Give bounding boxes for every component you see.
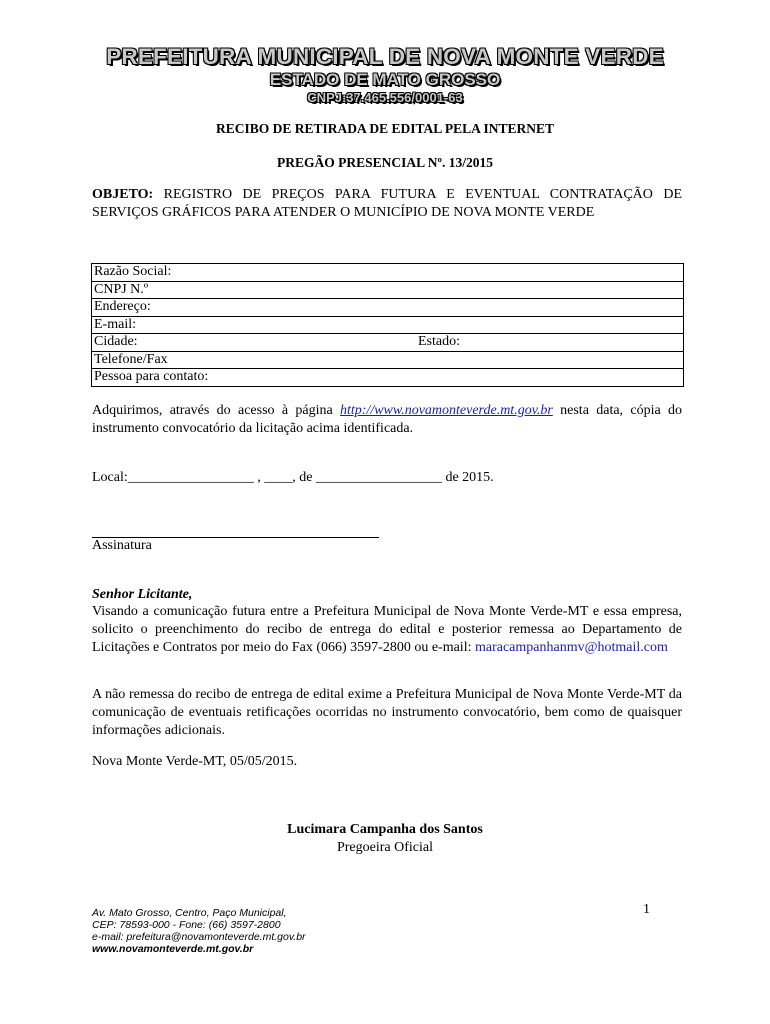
table-row bbox=[92, 264, 684, 282]
place-date: Nova Monte Verde-MT, 05/05/2015. bbox=[92, 754, 298, 769]
signer-name: Lucimara Campanha dos Santos bbox=[287, 822, 483, 837]
field-cnpj[interactable]: CNPJ N.º bbox=[92, 281, 684, 299]
request-text: Visando a comunicação futura entre a Prefeitura Municipal de Nova Monte Verde-MT e essa empresa, solicito o preenchimento do recibo de entrega do edital e posterior remessa ao Departamento de Licitações e Contratos por meio do Fax (066) 3597-2800 ou e-mail: bbox=[92, 604, 682, 655]
field-estado: Estado: bbox=[418, 334, 460, 350]
field-telefone[interactable]: Telefone/Fax bbox=[92, 351, 684, 369]
footer-line-cep: CEP: 78593-000 - Fone: (66) 3597-2800 bbox=[92, 919, 281, 931]
table-row bbox=[92, 299, 684, 317]
contact-email-link[interactable]: maracampanhanmv@hotmail.com bbox=[474, 640, 668, 655]
field-cidade-estado[interactable] bbox=[92, 334, 684, 352]
footer-address bbox=[92, 907, 306, 955]
table-row bbox=[92, 369, 684, 387]
table-row bbox=[92, 351, 684, 369]
footer-line-address: Av. Mato Grosso, Centro, Paço Municipal, bbox=[92, 907, 287, 919]
notice-paragraph: A não remessa do recibo de entrega de edital exime a Prefeitura Municipal de Nova Monte Verde-MT da comunicação de eventuais retificações ocorridas no instrumento convocatório, bem como de quaisquer informações adicionais. bbox=[92, 687, 682, 738]
objeto-paragraph bbox=[92, 186, 682, 222]
website-link[interactable]: http://www.novamonteverde.mt.gov.br bbox=[340, 403, 553, 418]
acquisition-text-before: Adquirimos, através do acesso à página bbox=[92, 403, 340, 418]
field-razao-social[interactable]: Razão Social: bbox=[92, 264, 684, 282]
table-row bbox=[92, 316, 684, 334]
signature-label: Assinatura bbox=[92, 538, 152, 553]
request-paragraph bbox=[92, 603, 682, 657]
page-number: 1 bbox=[643, 902, 650, 917]
header-cnpj: CNPJ:37.465.556/0001-63 bbox=[307, 90, 463, 105]
field-email[interactable]: E-mail: bbox=[92, 316, 684, 334]
header-title: PREFEITURA MUNICIPAL DE NOVA MONTE VERDE bbox=[106, 44, 664, 69]
field-contato[interactable]: Pessoa para contato: bbox=[92, 369, 684, 387]
objeto-text: REGISTRO DE PREÇOS PARA FUTURA E EVENTUAL CONTRATAÇÃO DE SERVIÇOS GRÁFICOS PARA ATENDER O MUNICÍPIO DE NOVA MONTE VERDE bbox=[92, 187, 682, 220]
objeto-label: OBJETO: bbox=[92, 187, 154, 202]
acquisition-text-after: nesta data, cópia do instrumento convocatório da licitação acima identificada. bbox=[92, 403, 682, 436]
salutation: Senhor Licitante, bbox=[92, 587, 193, 602]
field-cidade: Cidade: bbox=[94, 334, 138, 350]
acquisition-paragraph bbox=[92, 402, 682, 438]
signer-role: Pregoeira Oficial bbox=[336, 840, 433, 855]
header-state: ESTADO DE MATO GROSSO bbox=[269, 70, 501, 89]
doc-subtitle: PREGÃO PRESENCIAL Nº. 13/2015 bbox=[277, 155, 493, 170]
doc-title: RECIBO DE RETIRADA DE EDITAL PELA INTERNET bbox=[215, 121, 555, 136]
local-date-line: Local:__________________ , ____, de __________________ de 2015. bbox=[92, 470, 494, 485]
recipient-form-table bbox=[91, 263, 684, 387]
table-row bbox=[92, 334, 684, 352]
footer-line-website: www.novamonteverde.mt.gov.br bbox=[92, 943, 254, 955]
field-endereco[interactable]: Endereço: bbox=[92, 299, 684, 317]
table-row bbox=[92, 281, 684, 299]
footer-line-email: e-mail: prefeitura@novamonteverde.mt.gov.br bbox=[92, 931, 306, 943]
